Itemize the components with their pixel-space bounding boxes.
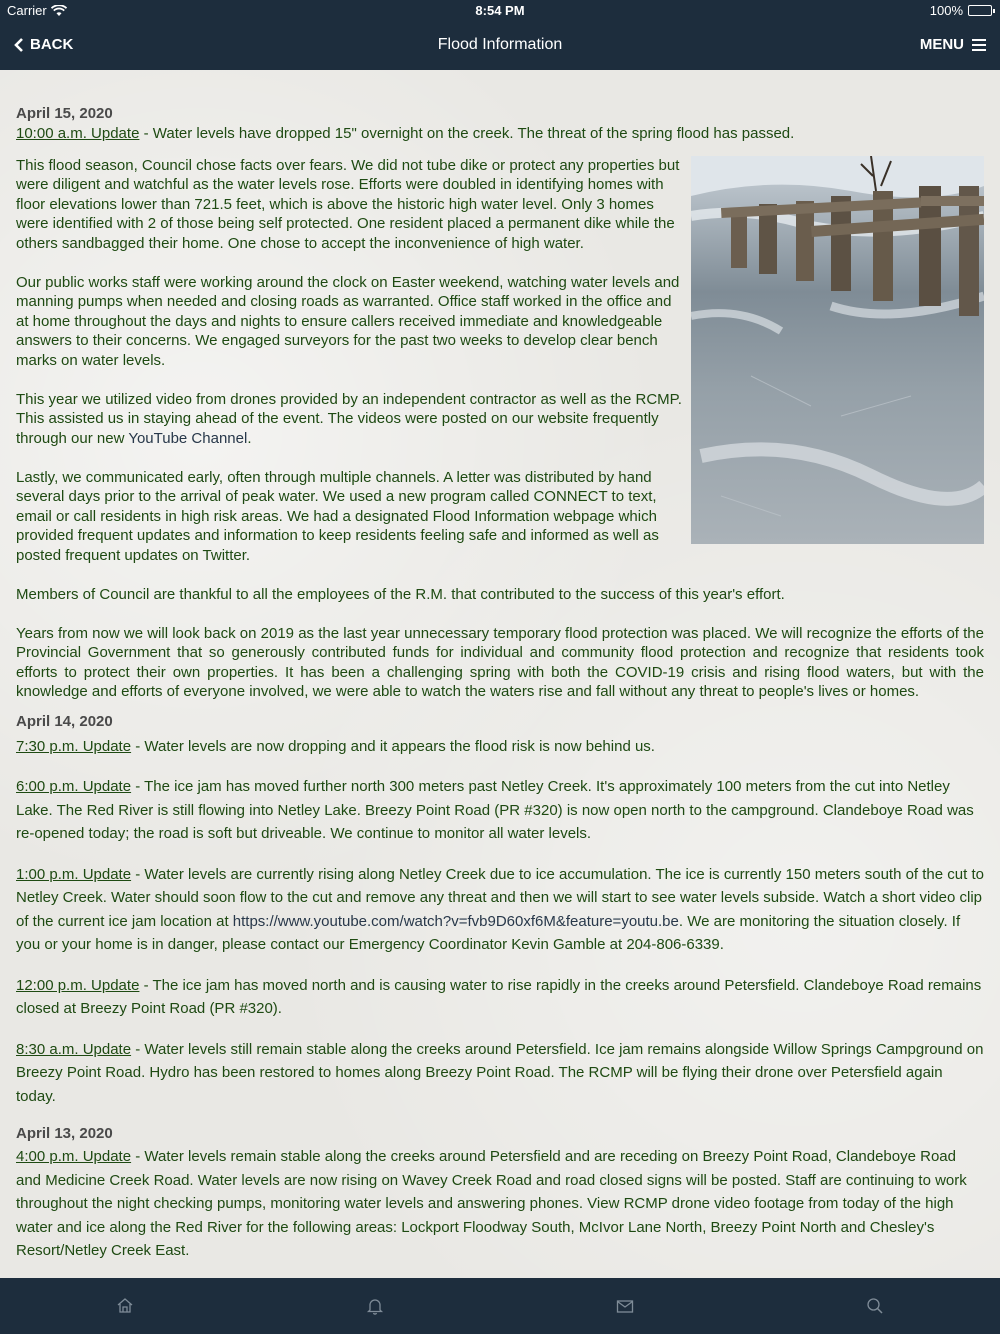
- hamburger-icon: [972, 39, 986, 51]
- update-entry: [16, 1038, 984, 1109]
- battery-icon: [968, 5, 992, 16]
- update-link[interactable]: 12:00 p.m. Update: [16, 976, 140, 994]
- update-entry: [16, 775, 984, 846]
- update-text: - The ice jam has moved north and is causing water to rise rapidly in the creeks around Petersfield. Clandeboye Road remains closed at Breezy Point Road (PR #320).: [16, 976, 982, 1017]
- page-title: Flood Information: [437, 36, 563, 53]
- carrier-label: Carrier: [7, 3, 47, 18]
- update-text: - Water levels are now dropping and it appears the flood risk is now behind us.: [131, 737, 655, 755]
- home-icon[interactable]: [115, 1296, 135, 1316]
- update-entry: [16, 974, 984, 1021]
- photo-illustration: [691, 156, 984, 544]
- section-date: April 14, 2020: [16, 712, 113, 730]
- bell-icon[interactable]: [365, 1296, 385, 1316]
- status-bar: [0, 0, 1000, 22]
- nav-bar: [0, 22, 1000, 70]
- content-area[interactable]: [0, 70, 1000, 1278]
- tab-bar: [0, 1278, 1000, 1334]
- update-text: - Water levels remain stable along the creeks around Petersfield and are receding on Breezy Point Road, Clandeboye Road and Medicine Creek Road. Water levels are now rising on Wavey Creek Road and road closed signs will be posted. Staff are continuing to work throughout the night checking pumps, monitoring water levels and answering phones. View RCMP drone video footage from today of the high water and ice along the Red River for the following areas: Lockport Floodway South, McIvor Lane North, Breezy Point North and Chesley's Resort/Netley Creek East.: [16, 1148, 967, 1259]
- frozen-creek-photo: [691, 156, 984, 544]
- section-date: April 13, 2020: [16, 1125, 113, 1142]
- update-text: - Water levels still remain stable along the creeks around Petersfield. Ice jam remains alongside Willow Springs Campground on Breezy Point Road. Hydro has been restored to homes along Breezy Point Road. The RCMP will be flying their drone over Petersfield again today.: [16, 1040, 984, 1105]
- update-text: - Water levels are currently rising along Netley Creek due to ice accumulation. The ice is currently 150 meters south of the cut to Netley Creek. Water should soon flow to the cut and remove any threat and then we will start to see water levels subside. Watch a short video clip of the current ice jam location at: [16, 865, 984, 930]
- section-date: April 15, 2020: [16, 105, 113, 122]
- update-entry: [16, 735, 984, 759]
- update-link[interactable]: 10:00 a.m. Update: [16, 125, 140, 142]
- menu-label: MENU: [919, 36, 964, 53]
- youtube-channel-link[interactable]: YouTube Channel: [128, 429, 248, 447]
- paragraph: Members of Council are thankful to all the employees of the R.M. that contributed to the success of this year's effort.: [16, 585, 785, 603]
- paragraph: This flood season, Council chose facts over fears. We did not tube dike or protect any properties but were diligent and watchful as the water levels rose. Efforts were doubled in identifying homes with floor elevations lower than 721.5 feet, which is above the historic high water level. Only 3 homes were identified with 2 of those being self protected. One resident placed a permanent dike while the others sandbagged their home. One chose to accept the inconvenience of high water.: [16, 156, 680, 252]
- back-label: BACK: [30, 36, 74, 53]
- paragraph-text: .: [247, 429, 252, 447]
- update-text: - The ice jam has moved further north 300 meters past Netley Creek. It's approximately 100 meters from the cut into Netley Lake. The Red River is still flowing into Netley Lake. Breezy Point Road (PR #320) is now open north to the campground. Clandeboye Road was re-opened today; the road is soft but driveable. We continue to monitor all water levels.: [16, 778, 974, 842]
- update-entry: [16, 1145, 984, 1263]
- paragraph: Lastly, we communicated early, often through multiple channels. A letter was distributed by hand several days prior to the arrival of peak water. We used a new program called CONNECT to text, email or call residents in high risk areas. We had a designated Flood Information webpage which provided frequent updates and information to keep residents feeling safe and informed as well as posted frequent updates on Twitter.: [16, 468, 659, 564]
- update-link[interactable]: 7:30 p.m. Update: [16, 737, 132, 755]
- update-entry: [16, 863, 984, 957]
- battery-label: 100%: [929, 3, 963, 18]
- update-text: . We are monitoring the situation closely. If you or your home is in danger, please contact our Emergency Coordinator Kevin Gamble at 204-806-6339.: [16, 912, 961, 953]
- update-link[interactable]: 6:00 p.m. Update: [16, 778, 132, 795]
- paragraph-text: This year we utilized video from drones provided by an independent contractor as well as the RCMP. This assisted us in staying ahead of the event. The videos were posted on our website frequently through our new: [16, 390, 682, 447]
- update-link[interactable]: 1:00 p.m. Update: [16, 865, 132, 883]
- video-link[interactable]: https://www.youtube.com/watch?v=fvb9D60xf6M&feature=youtu.be: [232, 912, 679, 930]
- update-link[interactable]: 8:30 a.m. Update: [16, 1040, 132, 1058]
- update-link[interactable]: 4:00 p.m. Update: [16, 1148, 132, 1165]
- search-icon[interactable]: [865, 1296, 885, 1316]
- paragraph: Years from now we will look back on 2019 as the last year unnecessary temporary flood protection was placed. We will recognize the efforts of the Provincial Government that so generously contributed funds for individual and community flood protection and recognize that residents took efforts to protect their own properties. It has been a challenging spring with both the COVID-19 crisis and rising flood waters, but with the knowledge and efforts of everyone involved, we were able to watch the waters rise and fall without any threat to people's lives or homes.: [16, 624, 984, 700]
- paragraph: Our public works staff were working around the clock on Easter weekend, watching water levels and manning pumps when needed and closing roads as warranted. Office staff worked in the office and at home throughout the days and nights to ensure callers received immediate and knowledgeable answers to their concerns. We engaged surveyors for the past two weeks to develop clear bench marks on water levels.: [16, 273, 680, 369]
- status-time: 8:54 PM: [475, 3, 525, 18]
- update-entry: [16, 124, 984, 144]
- menu-button[interactable]: [920, 36, 986, 53]
- mail-icon[interactable]: [615, 1296, 635, 1316]
- update-text: - Water levels have dropped 15" overnight on the creek. The threat of the spring flood has passed.: [139, 125, 795, 142]
